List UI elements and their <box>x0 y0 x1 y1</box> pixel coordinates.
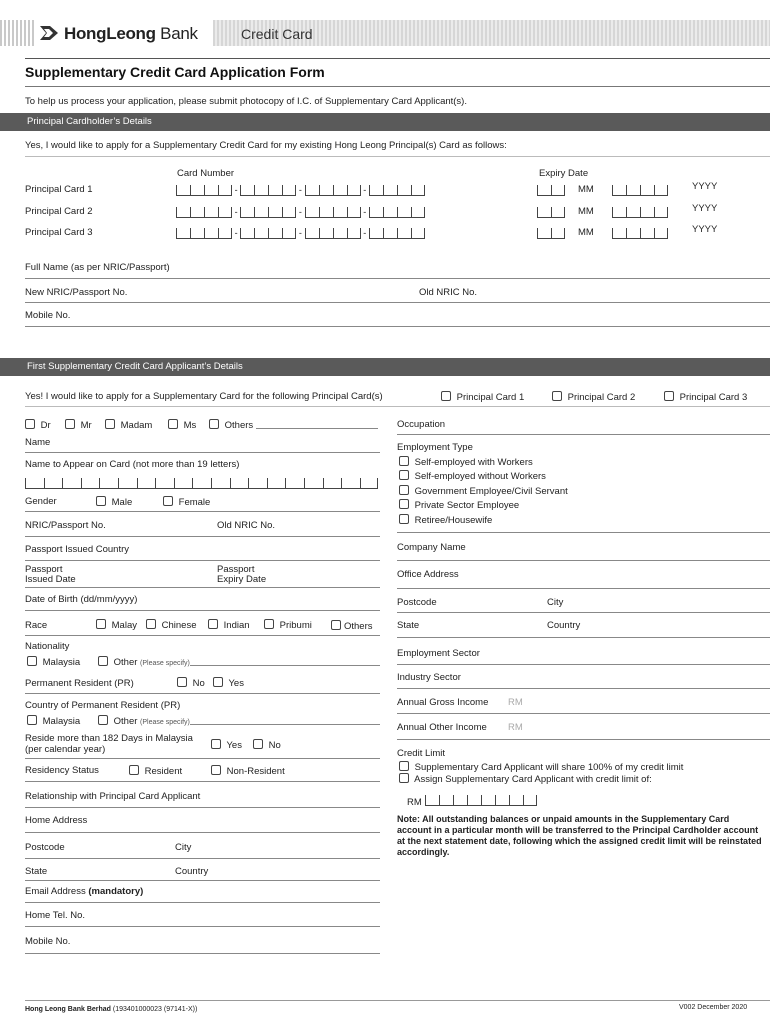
name-on-card-boxes[interactable] <box>25 478 378 489</box>
checkbox-icon <box>146 619 156 629</box>
card-number-boxes[interactable]: - - - <box>176 185 425 196</box>
race-others[interactable]: Others <box>331 620 373 632</box>
credit-limit-note: Note: All outstanding balances or unpaid amounts in the Supplementary Card account in a particular month will be transferred to the Principal Cardholder account at the next statement date, following which the assigned credit limit will be reinstated accordingly. <box>397 814 762 857</box>
yyyy-label: YYYY <box>692 181 718 192</box>
industry-sector-field[interactable] <box>397 688 770 689</box>
expiry-yyyy-boxes[interactable] <box>612 228 668 239</box>
header-stripes <box>0 20 36 46</box>
expiry-mm-boxes[interactable] <box>537 228 565 239</box>
credit-limit-rm-label: RM <box>407 797 422 808</box>
full-name-field[interactable] <box>25 278 770 279</box>
email-label: Email Address (mandatory) <box>25 886 144 897</box>
annual-gross-rm: RM <box>508 697 523 708</box>
employment-sector-field[interactable] <box>397 664 770 665</box>
office-address-field[interactable] <box>397 588 770 589</box>
divider <box>25 758 380 759</box>
divider <box>25 156 770 157</box>
employment-sector-label: Employment Sector <box>397 648 480 659</box>
right-postcode-label: Postcode <box>397 597 437 608</box>
credit-limit-assign[interactable]: Assign Supplementary Card Applicant with credit limit of: <box>399 773 652 785</box>
nric-label: NRIC/Passport No. <box>25 520 106 531</box>
divider <box>25 693 380 694</box>
nationality-label: Nationality <box>25 641 70 652</box>
postcode-city-field[interactable] <box>25 858 380 859</box>
checkbox-icon <box>98 715 108 725</box>
old-nric-label: Old NRIC No. <box>419 287 478 298</box>
passport-issued-label: Passport Issued Date <box>25 564 76 585</box>
intro-text: To help us process your application, please submit photocopy of I.C. of Supplementary Card Applicant(s). <box>25 96 467 107</box>
passport-country-label: Passport Issued Country <box>25 544 130 555</box>
checkbox-icon <box>213 677 223 687</box>
country-pr-other-field[interactable] <box>190 724 380 725</box>
residency-non-resident[interactable]: Non-Resident <box>211 765 285 777</box>
state-country-field[interactable] <box>25 880 380 881</box>
employment-self-without-workers[interactable]: Self-employed without Workers <box>399 470 546 482</box>
email-field[interactable] <box>25 902 380 903</box>
mobile-label: Mobile No. <box>25 310 71 321</box>
credit-limit-share[interactable]: Supplementary Card Applicant will share 100% of my credit limit <box>399 761 683 773</box>
country-pr-other[interactable]: Other (Please specify) <box>98 715 190 727</box>
reside-label: Reside more than 182 Days in Malaysia (per calendar year) <box>25 733 193 755</box>
checkbox-icon <box>264 619 274 629</box>
country-pr-malaysia[interactable]: Malaysia <box>27 715 80 727</box>
yyyy-label: YYYY <box>692 203 718 214</box>
title-others[interactable]: Others <box>209 419 253 431</box>
title-others-field[interactable] <box>256 428 378 429</box>
checkbox-icon <box>331 620 341 630</box>
checkbox-icon <box>664 391 674 401</box>
gender-female[interactable]: Female <box>163 496 210 508</box>
title-mr[interactable]: Mr <box>65 419 92 431</box>
name-label: Name <box>25 437 51 448</box>
title-madam[interactable]: Madam <box>105 419 152 431</box>
checkbox-icon <box>399 485 409 495</box>
checkbox-icon <box>27 656 37 666</box>
credit-limit-amount-boxes[interactable] <box>425 795 537 806</box>
checkbox-icon <box>163 496 173 506</box>
card-number-boxes[interactable]: - - - <box>176 207 425 218</box>
divider <box>25 781 380 782</box>
annual-other-field[interactable] <box>397 739 770 740</box>
pr-no[interactable]: No <box>177 677 205 689</box>
principal-section-bar: Principal Cardholder’s Details <box>0 113 770 131</box>
title-ms[interactable]: Ms <box>168 419 196 431</box>
mobile-field[interactable] <box>25 326 770 327</box>
checkbox-icon <box>441 391 451 401</box>
divider <box>25 86 770 87</box>
race-chinese[interactable]: Chinese <box>146 619 197 631</box>
mm-label: MM <box>578 206 594 217</box>
relationship-label: Relationship with Principal Card Applicant <box>25 791 201 802</box>
mm-label: MM <box>578 184 594 195</box>
checkbox-icon <box>27 715 37 725</box>
passport-date-field[interactable] <box>25 587 380 588</box>
checkbox-icon <box>25 419 35 429</box>
occupation-field[interactable] <box>397 434 770 435</box>
postcode-label: Postcode <box>25 842 65 853</box>
checkbox-icon <box>399 514 409 524</box>
credit-limit-label: Credit Limit <box>397 748 446 759</box>
divider <box>25 406 770 407</box>
company-name-label: Company Name <box>397 542 466 553</box>
checkbox-icon <box>208 619 218 629</box>
expiry-yyyy-boxes[interactable] <box>612 207 668 218</box>
name-field[interactable] <box>25 452 380 453</box>
expiry-mm-boxes[interactable] <box>537 185 565 196</box>
right-postcode-field[interactable] <box>397 612 770 613</box>
principal-card-label: Principal Card 3 <box>25 227 93 238</box>
residency-status-label: Residency Status <box>25 765 99 776</box>
nationality-other[interactable]: Other (Please specify) <box>98 656 190 668</box>
right-state-label: State <box>397 620 420 631</box>
annual-other-label: Annual Other Income <box>397 722 487 733</box>
supplementary-statement: Yes! I would like to apply for a Supplementary Card for the following Principal Card(s) <box>25 391 383 402</box>
company-name-field[interactable] <box>397 560 770 561</box>
employment-self-with-workers[interactable]: Self-employed with Workers <box>399 456 533 468</box>
bank-logo-text: HongLeong Bank <box>64 24 198 43</box>
employment-retiree[interactable]: Retiree/Housewife <box>399 514 492 526</box>
home-tel-field[interactable] <box>25 926 380 927</box>
checkbox-icon <box>211 765 221 775</box>
reside-no[interactable]: No <box>253 739 281 751</box>
employment-government[interactable]: Government Employee/Civil Servant <box>399 485 568 497</box>
right-city-label: City <box>547 597 564 608</box>
home-address-label: Home Address <box>25 815 88 826</box>
checkbox-icon <box>96 619 106 629</box>
checkbox-icon <box>552 391 562 401</box>
employment-type-label: Employment Type <box>397 442 473 453</box>
expiry-date-label: Expiry Date <box>539 168 589 179</box>
employment-private-sector[interactable]: Private Sector Employee <box>399 499 519 511</box>
reside-yes[interactable]: Yes <box>211 739 242 751</box>
right-state-field[interactable] <box>397 637 770 638</box>
checkbox-icon <box>399 761 409 771</box>
race-malay[interactable]: Malay <box>96 619 137 631</box>
checkbox-icon <box>65 419 75 429</box>
gender-label: Gender <box>25 496 57 507</box>
principal-card-label: Principal Card 1 <box>25 184 93 195</box>
checkbox-icon <box>98 656 108 666</box>
divider <box>25 511 380 512</box>
mobile-field[interactable] <box>25 953 380 954</box>
mobile-label: Mobile No. <box>25 936 71 947</box>
country-pr-label: Country of Permanent Resident (PR) <box>25 700 181 711</box>
divider <box>397 532 770 533</box>
footer-company: Hong Leong Bank Berhad (193401000023 (97141-X)) <box>25 1006 198 1013</box>
checkbox-icon <box>168 419 178 429</box>
card-number-label: Card Number <box>177 168 235 179</box>
residency-resident[interactable]: Resident <box>129 765 182 777</box>
old-nric-label: Old NRIC No. <box>217 520 276 531</box>
divider <box>25 58 770 59</box>
option-principal-card-2[interactable]: Principal Card 2 <box>552 391 635 403</box>
dob-field[interactable] <box>25 610 380 611</box>
home-tel-label: Home Tel. No. <box>25 910 86 921</box>
passport-country-field[interactable] <box>25 560 380 561</box>
city-label: City <box>175 842 192 853</box>
nric-field[interactable] <box>25 536 380 537</box>
checkbox-icon <box>399 470 409 480</box>
checkbox-icon <box>209 419 219 429</box>
checkbox-icon <box>399 499 409 509</box>
country-label: Country <box>175 866 209 877</box>
state-label: State <box>25 866 48 877</box>
pr-yes[interactable]: Yes <box>213 677 244 689</box>
checkbox-icon <box>253 739 263 749</box>
footer-divider <box>25 1000 770 1001</box>
race-pribumi[interactable]: Pribumi <box>264 619 312 631</box>
office-address-label: Office Address <box>397 569 459 580</box>
form-title: Supplementary Credit Card Application Form <box>25 64 325 80</box>
dob-label: Date of Birth (dd/mm/yyyy) <box>25 594 138 605</box>
checkbox-icon <box>177 677 187 687</box>
checkbox-icon <box>129 765 139 775</box>
nationality-malaysia[interactable]: Malaysia <box>27 656 80 668</box>
relationship-field[interactable] <box>25 807 380 808</box>
option-principal-card-3[interactable]: Principal Card 3 <box>664 391 747 403</box>
expiry-yyyy-boxes[interactable] <box>612 185 668 196</box>
principal-card-label: Principal Card 2 <box>25 206 93 217</box>
divider <box>25 635 380 636</box>
header-section-title: Credit Card <box>241 26 313 42</box>
checkbox-icon <box>96 496 106 506</box>
checkbox-icon <box>105 419 115 429</box>
mm-label: MM <box>578 227 594 238</box>
nationality-other-field[interactable] <box>190 665 380 666</box>
footer-version: V002 December 2020 <box>679 1004 748 1011</box>
title-dr[interactable]: Dr <box>25 419 51 431</box>
annual-other-rm: RM <box>508 722 523 733</box>
principal-statement: Yes, I would like to apply for a Supplementary Credit Card for my existing Hong Leong Principal(s) Card as follows: <box>25 140 507 151</box>
full-name-label: Full Name (as per NRIC/Passport) <box>25 262 170 273</box>
race-indian[interactable]: Indian <box>208 619 250 631</box>
passport-expiry-label: Passport Expiry Date <box>217 564 267 585</box>
occupation-label: Occupation <box>397 419 446 430</box>
checkbox-icon <box>399 456 409 466</box>
supplementary-section-bar: First Supplementary Credit Card Applicant’s Details <box>0 358 770 376</box>
name-on-card-label: Name to Appear on Card (not more than 19 letters) <box>25 459 240 470</box>
gender-male[interactable]: Male <box>96 496 132 508</box>
new-nric-label: New NRIC/Passport No. <box>25 287 128 298</box>
home-address-field[interactable] <box>25 832 380 833</box>
option-principal-card-1[interactable]: Principal Card 1 <box>441 391 524 403</box>
expiry-mm-boxes[interactable] <box>537 207 565 218</box>
card-number-boxes[interactable]: - - - <box>176 228 425 239</box>
industry-sector-label: Industry Sector <box>397 672 461 683</box>
bank-logo-icon <box>38 23 60 43</box>
annual-gross-field[interactable] <box>397 713 770 714</box>
right-country-label: Country <box>547 620 581 631</box>
checkbox-icon <box>399 773 409 783</box>
pr-label: Permanent Resident (PR) <box>25 678 134 689</box>
nric-field[interactable] <box>25 302 770 303</box>
race-label: Race <box>25 620 48 631</box>
checkbox-icon <box>211 739 221 749</box>
annual-gross-label: Annual Gross Income <box>397 697 489 708</box>
yyyy-label: YYYY <box>692 224 718 235</box>
